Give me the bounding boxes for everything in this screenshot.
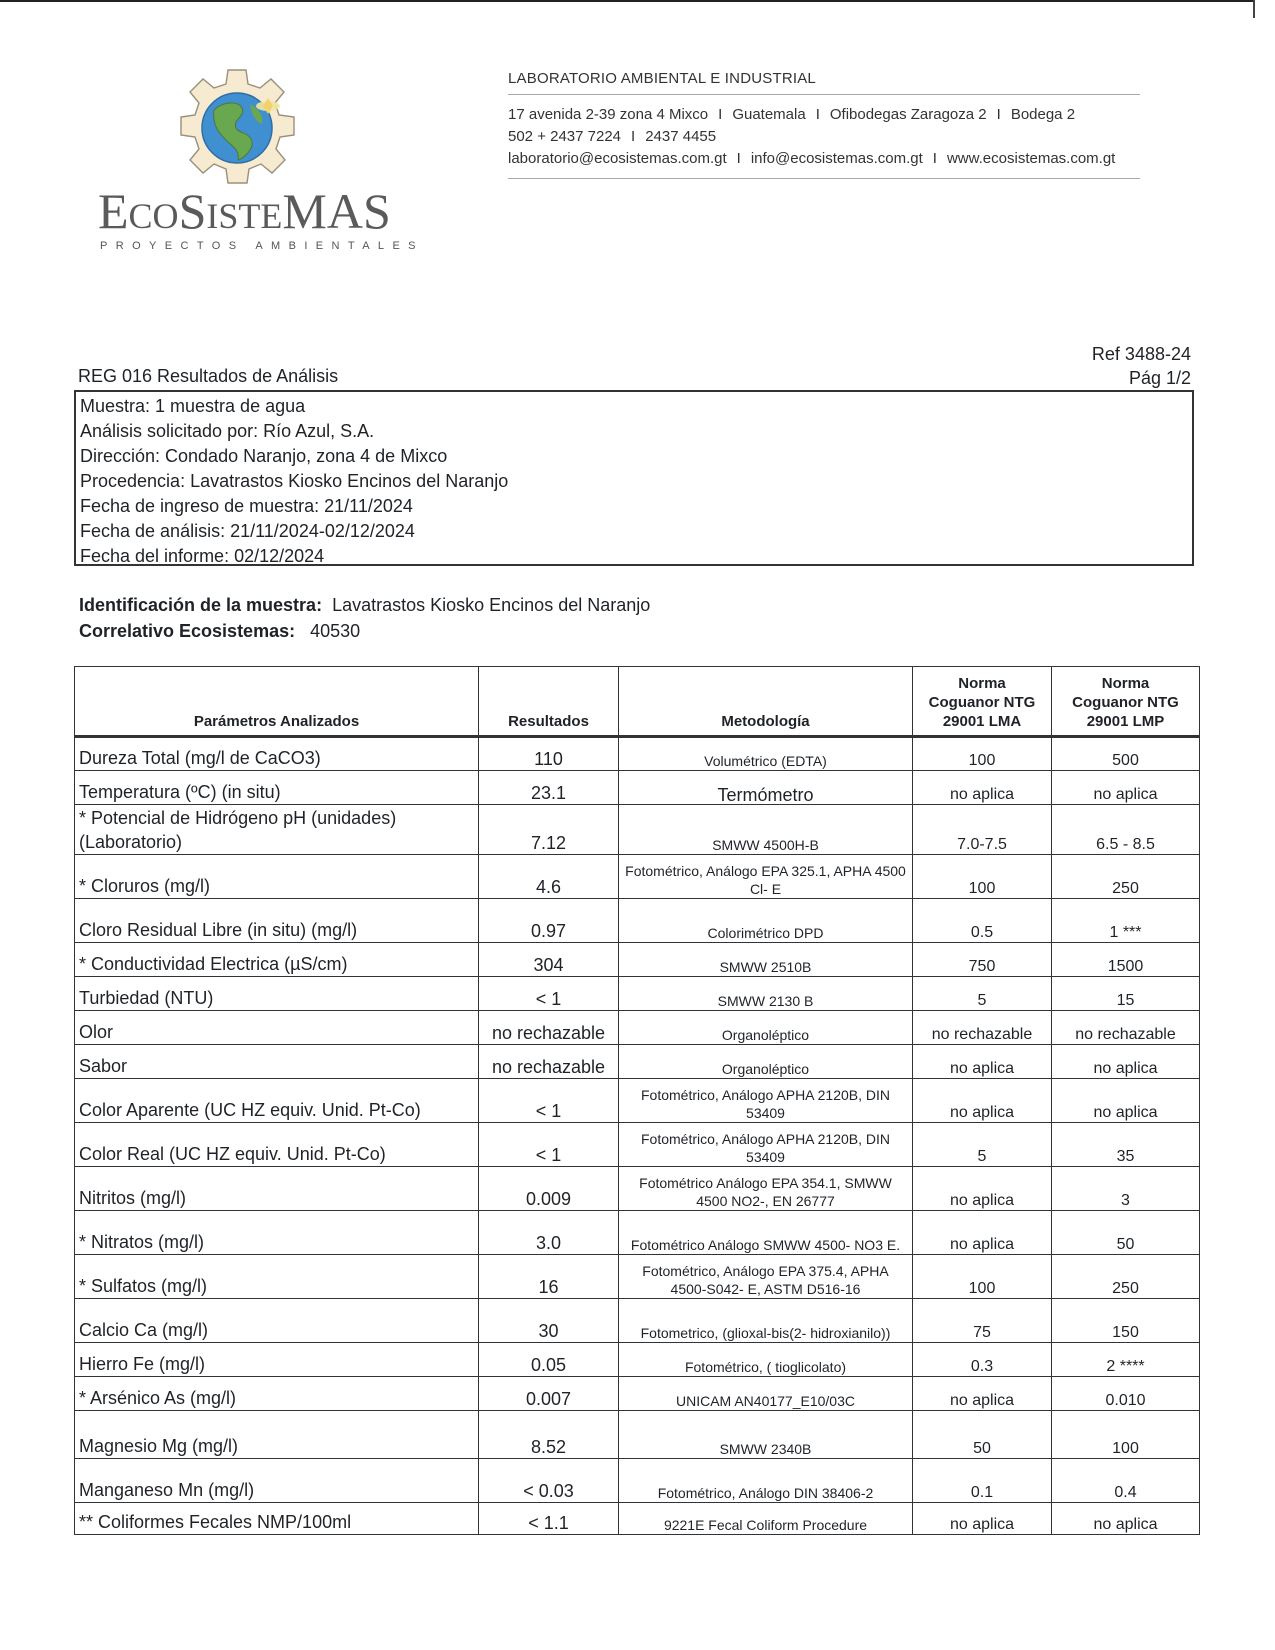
website-link[interactable]: www.ecosistemas.com.gt	[946, 150, 1116, 167]
logo-subtitle: PROYECTOS AMBIENTALES	[100, 240, 424, 252]
table-header-row	[75, 667, 1200, 737]
result-cell: 110	[479, 737, 619, 771]
table-row	[75, 1123, 1200, 1167]
param-cell: * Potencial de Hidrógeno pH (unidades) (Laboratorio)	[75, 805, 479, 855]
table-row	[75, 1299, 1200, 1343]
top-border-line	[0, 0, 1255, 2]
lma-cell: 5	[913, 977, 1052, 1011]
table-row	[75, 771, 1200, 805]
lma-cell: no aplica	[913, 1045, 1052, 1079]
table-row	[75, 1079, 1200, 1123]
table-row	[75, 737, 1200, 771]
lmp-cell: 6.5 - 8.5	[1052, 805, 1200, 855]
page-number: Pág 1/2	[1128, 368, 1191, 388]
lma-cell: no aplica	[913, 1079, 1052, 1123]
param-cell: * Cloruros (mg/l)	[75, 855, 479, 899]
lmp-cell: 150	[1052, 1299, 1200, 1343]
lma-cell: 100	[913, 1255, 1052, 1299]
result-cell: no rechazable	[479, 1011, 619, 1045]
header-lma: Norma Coguanor NTG 29001 LMA	[913, 667, 1052, 737]
lmp-cell: 0.4	[1052, 1459, 1200, 1503]
result-cell: 0.009	[479, 1167, 619, 1211]
lmp-cell: 1 ***	[1052, 899, 1200, 943]
method-cell: Fotometrico, (glioxal-bis(2- hidroxianilo))	[619, 1299, 913, 1343]
param-cell: Cloro Residual Libre (in situ) (mg/l)	[75, 899, 479, 943]
table-row	[75, 1011, 1200, 1045]
lma-cell: no aplica	[913, 1167, 1052, 1211]
method-cell: Termómetro	[619, 771, 913, 805]
lab-title: LABORATORIO AMBIENTAL E INDUSTRIAL	[508, 70, 816, 87]
sample-identification	[79, 592, 650, 644]
reference-block	[1092, 342, 1191, 390]
param-cell: Temperatura (ºC) (in situ)	[75, 771, 479, 805]
result-cell: < 1.1	[479, 1503, 619, 1535]
lmp-cell: 500	[1052, 737, 1200, 771]
address-street: 17 avenida 2-39 zona 4 Mixco	[508, 106, 709, 123]
lmp-cell: 50	[1052, 1211, 1200, 1255]
email-info-link[interactable]: info@ecosistemas.com.gt	[750, 150, 923, 167]
result-cell: 16	[479, 1255, 619, 1299]
results-table	[74, 666, 1200, 1535]
header-parametros: Parámetros Analizados	[75, 667, 479, 737]
result-cell: < 0.03	[479, 1459, 619, 1503]
table-row	[75, 977, 1200, 1011]
table-row	[75, 805, 1200, 855]
table-row	[75, 1211, 1200, 1255]
method-cell: Fotométrico Análogo SMWW 4500- NO3 E.	[619, 1211, 913, 1255]
lma-cell: 5	[913, 1123, 1052, 1167]
result-cell: 0.97	[479, 899, 619, 943]
table-row	[75, 1343, 1200, 1377]
method-cell: SMWW 2340B	[619, 1411, 913, 1459]
lmp-cell: no aplica	[1052, 1503, 1200, 1535]
info-procedencia: Procedencia: Lavatrastos Kiosko Encinos del Naranjo	[80, 471, 509, 491]
result-cell: 0.05	[479, 1343, 619, 1377]
lma-cell: 100	[913, 737, 1052, 771]
result-cell: 23.1	[479, 771, 619, 805]
table-row	[75, 855, 1200, 899]
method-cell: Fotométrico Análogo EPA 354.1, SMWW 4500 NO2-, EN 26777	[619, 1167, 913, 1211]
method-cell: 9221E Fecal Coliform Procedure	[619, 1503, 913, 1535]
method-cell: Fotométrico, Análogo APHA 2120B, DIN 53409	[619, 1079, 913, 1123]
table-row	[75, 1167, 1200, 1211]
contact-line: laboratorio@ecosistemas.com.gt I info@ecosistemas.com.gt I www.ecosistemas.com.gt	[508, 150, 1116, 167]
table-row	[75, 1411, 1200, 1459]
param-cell: Sabor	[75, 1045, 479, 1079]
table-row	[75, 1503, 1200, 1535]
phone-1: 502 + 2437 7224	[508, 128, 622, 145]
info-fecha-ingreso: Fecha de ingreso de muestra: 21/11/2024	[80, 496, 413, 516]
lmp-cell: 1500	[1052, 943, 1200, 977]
param-cell: * Nitratos (mg/l)	[75, 1211, 479, 1255]
result-cell: 3.0	[479, 1211, 619, 1255]
lma-cell: no aplica	[913, 1377, 1052, 1411]
method-cell: Volumétrico (EDTA)	[619, 737, 913, 771]
header-divider-bottom	[508, 178, 1140, 179]
lma-cell: 50	[913, 1411, 1052, 1459]
result-cell: < 1	[479, 1079, 619, 1123]
info-fecha-informe: Fecha del informe: 02/12/2024	[80, 546, 325, 566]
method-cell: Fotométrico, ( tioglicolato)	[619, 1343, 913, 1377]
header-metodologia: Metodología	[619, 667, 913, 737]
param-cell: * Sulfatos (mg/l)	[75, 1255, 479, 1299]
logo-wordmark: ECOSISTEMAS	[98, 183, 391, 239]
sample-info-box	[74, 390, 1194, 566]
lmp-cell: no aplica	[1052, 1079, 1200, 1123]
param-cell: Manganeso Mn (mg/l)	[75, 1459, 479, 1503]
param-cell: Nitritos (mg/l)	[75, 1167, 479, 1211]
method-cell: SMWW 4500H-B	[619, 805, 913, 855]
method-cell: Organoléptico	[619, 1045, 913, 1079]
method-cell: Fotométrico, Análogo DIN 38406-2	[619, 1459, 913, 1503]
header-lmp: Norma Coguanor NTG 29001 LMP	[1052, 667, 1200, 737]
lma-cell: 100	[913, 855, 1052, 899]
lma-cell: 7.0-7.5	[913, 805, 1052, 855]
result-cell: 304	[479, 943, 619, 977]
param-cell: Color Aparente (UC HZ equiv. Unid. Pt-Co)	[75, 1079, 479, 1123]
lma-cell: no aplica	[913, 771, 1052, 805]
param-cell: Color Real (UC HZ equiv. Unid. Pt-Co)	[75, 1123, 479, 1167]
lmp-cell: 250	[1052, 855, 1200, 899]
ident-label: Identificación de la muestra:	[79, 595, 323, 615]
param-cell: Dureza Total (mg/l de CaCO3)	[75, 737, 479, 771]
address-line: 17 avenida 2-39 zona 4 Mixco I Guatemala I Ofibodegas Zaragoza 2 I Bodega 2	[508, 106, 1076, 123]
method-cell: SMWW 2510B	[619, 943, 913, 977]
lmp-cell: no aplica	[1052, 1045, 1200, 1079]
report-title: REG 016 Resultados de Análisis	[78, 366, 339, 386]
param-cell: Hierro Fe (mg/l)	[75, 1343, 479, 1377]
lmp-cell: no rechazable	[1052, 1011, 1200, 1045]
lmp-cell: 250	[1052, 1255, 1200, 1299]
lmp-cell: 3	[1052, 1167, 1200, 1211]
lma-cell: 75	[913, 1299, 1052, 1343]
param-cell: * Conductividad Electrica (µS/cm)	[75, 943, 479, 977]
method-cell: SMWW 2130 B	[619, 977, 913, 1011]
lmp-cell: 2 ****	[1052, 1343, 1200, 1377]
result-cell: 7.12	[479, 805, 619, 855]
right-border-line	[1253, 0, 1255, 18]
result-cell: 8.52	[479, 1411, 619, 1459]
address-building: Ofibodegas Zaragoza 2	[829, 106, 987, 123]
table-row	[75, 1459, 1200, 1503]
result-cell: 30	[479, 1299, 619, 1343]
phone-2: 2437 4455	[645, 128, 717, 145]
table-row	[75, 1045, 1200, 1079]
lma-cell: no aplica	[913, 1211, 1052, 1255]
lma-cell: no rechazable	[913, 1011, 1052, 1045]
lma-cell: no aplica	[913, 1503, 1052, 1535]
method-cell: UNICAM AN40177_E10/03C	[619, 1377, 913, 1411]
table-row	[75, 1377, 1200, 1411]
info-fecha-analisis: Fecha de análisis: 21/11/2024-02/12/2024	[80, 521, 415, 541]
correlativo-value: 40530	[310, 621, 361, 641]
result-cell: 0.007	[479, 1377, 619, 1411]
method-cell: Organoléptico	[619, 1011, 913, 1045]
header-resultados: Resultados	[479, 667, 619, 737]
lmp-cell: 100	[1052, 1411, 1200, 1459]
correlativo-label: Correlativo Ecosistemas:	[79, 621, 296, 641]
lmp-cell: 15	[1052, 977, 1200, 1011]
method-cell: Fotométrico, Análogo APHA 2120B, DIN 53409	[619, 1123, 913, 1167]
method-cell: Colorimétrico DPD	[619, 899, 913, 943]
param-cell: * Arsénico As (mg/l)	[75, 1377, 479, 1411]
result-cell: < 1	[479, 977, 619, 1011]
lma-cell: 0.1	[913, 1459, 1052, 1503]
lma-cell: 750	[913, 943, 1052, 977]
result-cell: < 1	[479, 1123, 619, 1167]
info-direccion: Dirección: Condado Naranjo, zona 4 de Mixco	[80, 446, 448, 466]
param-cell: ** Coliformes Fecales NMP/100ml	[75, 1503, 479, 1535]
method-cell: Fotométrico, Análogo EPA 375.4, APHA 4500-S042- E, ASTM D516-16	[619, 1255, 913, 1299]
result-cell: no rechazable	[479, 1045, 619, 1079]
phone-line: 502 + 2437 7224 I 2437 4455	[508, 128, 717, 145]
address-city: Guatemala	[732, 106, 806, 123]
param-cell: Olor	[75, 1011, 479, 1045]
header-divider	[508, 94, 1140, 95]
table-row	[75, 899, 1200, 943]
method-cell: Fotométrico, Análogo EPA 325.1, APHA 4500 Cl- E	[619, 855, 913, 899]
result-cell: 4.6	[479, 855, 619, 899]
lma-cell: 0.5	[913, 899, 1052, 943]
info-solicitante: Análisis solicitado por: Río Azul, S.A.	[80, 421, 375, 441]
address-unit: Bodega 2	[1010, 106, 1076, 123]
table-row	[75, 1255, 1200, 1299]
lmp-cell: 0.010	[1052, 1377, 1200, 1411]
lmp-cell: no aplica	[1052, 771, 1200, 805]
email-lab-link[interactable]: laboratorio@ecosistemas.com.gt	[508, 150, 727, 167]
table-row	[75, 943, 1200, 977]
param-cell: Turbiedad (NTU)	[75, 977, 479, 1011]
param-cell: Magnesio Mg (mg/l)	[75, 1411, 479, 1459]
param-cell: Calcio Ca (mg/l)	[75, 1299, 479, 1343]
lmp-cell: 35	[1052, 1123, 1200, 1167]
lma-cell: 0.3	[913, 1343, 1052, 1377]
reference-number: Ref 3488-24	[1091, 344, 1191, 364]
ident-value: Lavatrastos Kiosko Encinos del Naranjo	[332, 595, 651, 615]
info-muestra: Muestra: 1 muestra de agua	[80, 396, 306, 416]
